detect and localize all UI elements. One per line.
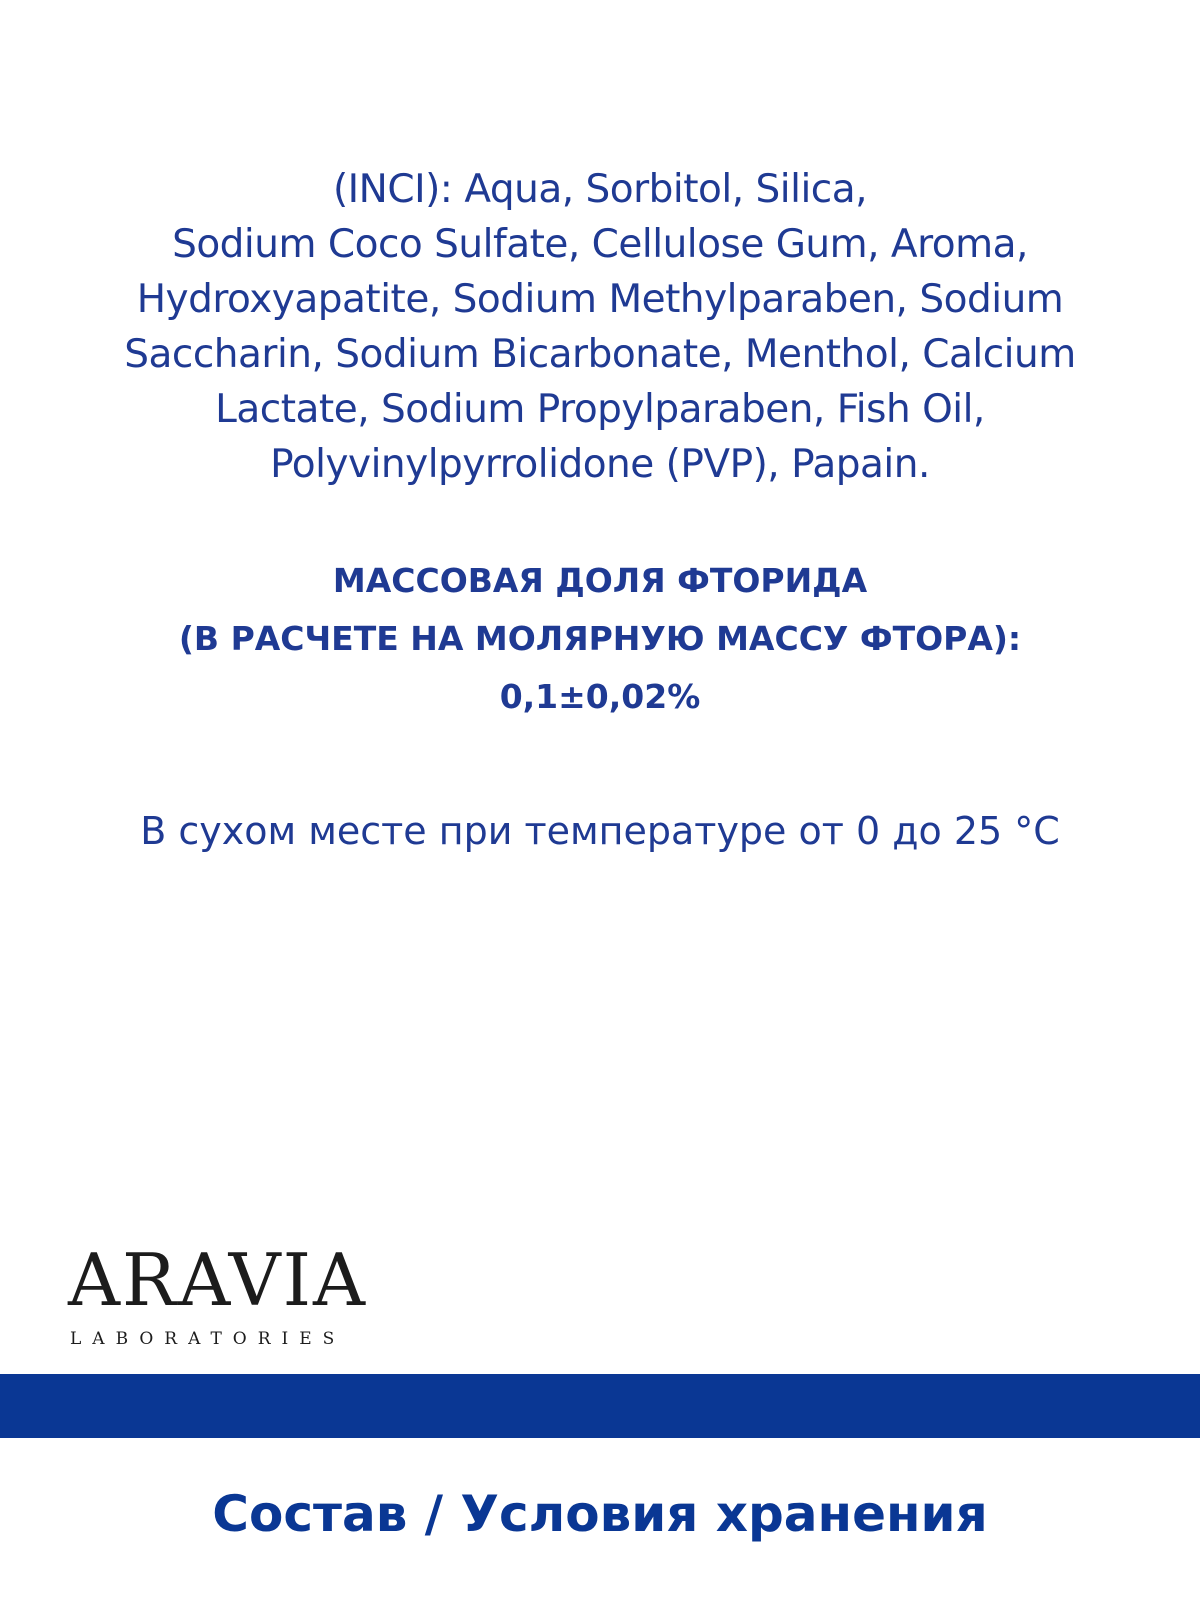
- ingredients-line: Hydroxyapatite, Sodium Methylparaben, Sodium: [136, 277, 1064, 322]
- footer-band: [0, 1374, 1200, 1438]
- fluoride-content-block: [40, 552, 1160, 726]
- logo-subtitle: LABORATORIES: [70, 1329, 346, 1349]
- ingredients-line: Polyvinylpyrrolidone (PVP), Papain.: [270, 442, 930, 487]
- ingredients-line: Sodium Coco Sulfate, Cellulose Gum, Aroma,: [172, 222, 1028, 267]
- fluoride-value: 0,1±0,02%: [499, 677, 701, 716]
- ingredients-line: Lactate, Sodium Propylparaben, Fish Oil,: [215, 387, 985, 432]
- fluoride-subheading: (В РАСЧЕТЕ НА МОЛЯРНУЮ МАССУ ФТОРА):: [178, 619, 1022, 658]
- logo-wordmark: ARAVIA: [68, 1238, 368, 1322]
- storage-conditions: В сухом месте при температуре от 0 до 25 °C: [140, 809, 1060, 853]
- ingredients-line: Saccharin, Sodium Bicarbonate, Menthol, Calcium: [124, 332, 1076, 377]
- ingredients-list: [40, 162, 1160, 492]
- ingredients-line: (INCI): Aqua, Sorbitol, Silica,: [332, 167, 868, 212]
- footer-title: Состав / Условия хранения: [212, 1485, 988, 1543]
- fluoride-heading: МАССОВАЯ ДОЛЯ ФТОРИДА: [332, 561, 868, 600]
- aravia-logo: [68, 1240, 408, 1360]
